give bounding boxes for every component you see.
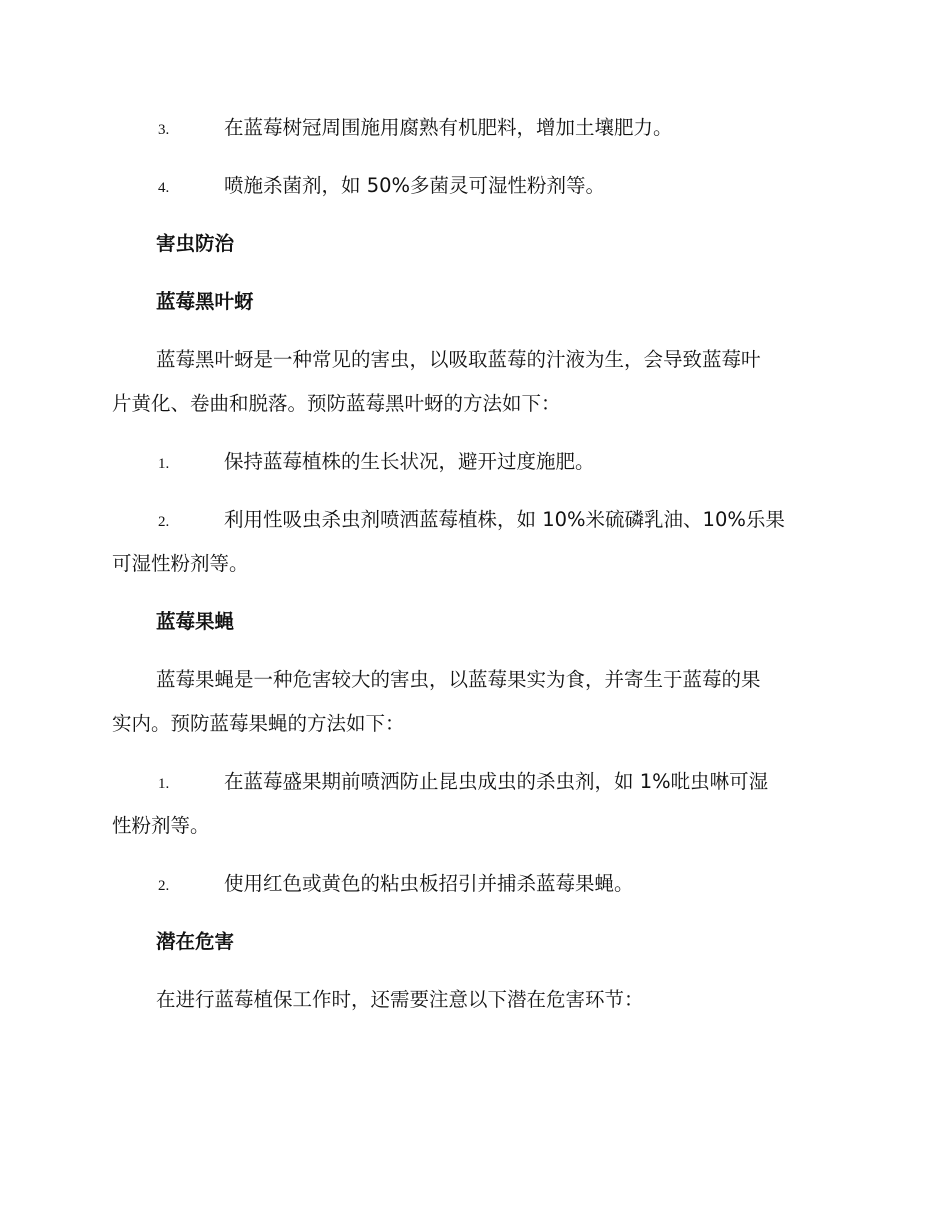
list-number: 2. [158,514,170,530]
paragraph-line: 蓝莓果蝇是一种危害较大的害虫，以蓝莓果实为食，并寄生于蓝莓的果 [156,668,761,691]
paragraph-line: 在进行蓝莓植保工作时，还需要注意以下潜在危害环节： [156,988,644,1011]
list-item-text: 在蓝莓盛果期前喷洒防止昆虫成虫的杀虫剂，如 1%吡虫啉可湿 [224,770,769,793]
list-item-text-continued: 可湿性粉剂等。 [112,552,249,575]
list-number: 1. [158,776,170,792]
list-item-text: 喷施杀菌剂，如 50%多菌灵可湿性粉剂等。 [224,174,606,197]
paragraph-line: 实内。预防蓝莓果蝇的方法如下： [112,712,405,735]
section-heading: 潜在危害 [156,930,235,953]
list-item-text-continued: 性粉剂等。 [112,814,210,837]
list-number: 3. [158,122,170,138]
paragraph-line: 片黄化、卷曲和脱落。预防蓝莓黑叶蚜的方法如下： [112,392,561,415]
subsection-heading: 蓝莓果蝇 [156,610,235,633]
list-number: 2. [158,878,170,894]
paragraph-line: 蓝莓黑叶蚜是一种常见的害虫，以吸取蓝莓的汁液为生，会导致蓝莓叶 [156,348,761,371]
subsection-heading: 蓝莓黑叶蚜 [156,290,254,313]
list-item-text: 利用性吸虫杀虫剂喷洒蓝莓植株，如 10%米硫磷乳油、10%乐果 [224,508,785,531]
section-heading: 害虫防治 [156,232,235,255]
list-item-text: 在蓝莓树冠周围施用腐熟有机肥料，增加土壤肥力。 [224,116,673,139]
list-item-text: 使用红色或黄色的粘虫板招引并捕杀蓝莓果蝇。 [224,872,634,895]
list-number: 4. [158,180,170,196]
list-item-text: 保持蓝莓植株的生长状况，避开过度施肥。 [224,450,595,473]
list-number: 1. [158,456,170,472]
